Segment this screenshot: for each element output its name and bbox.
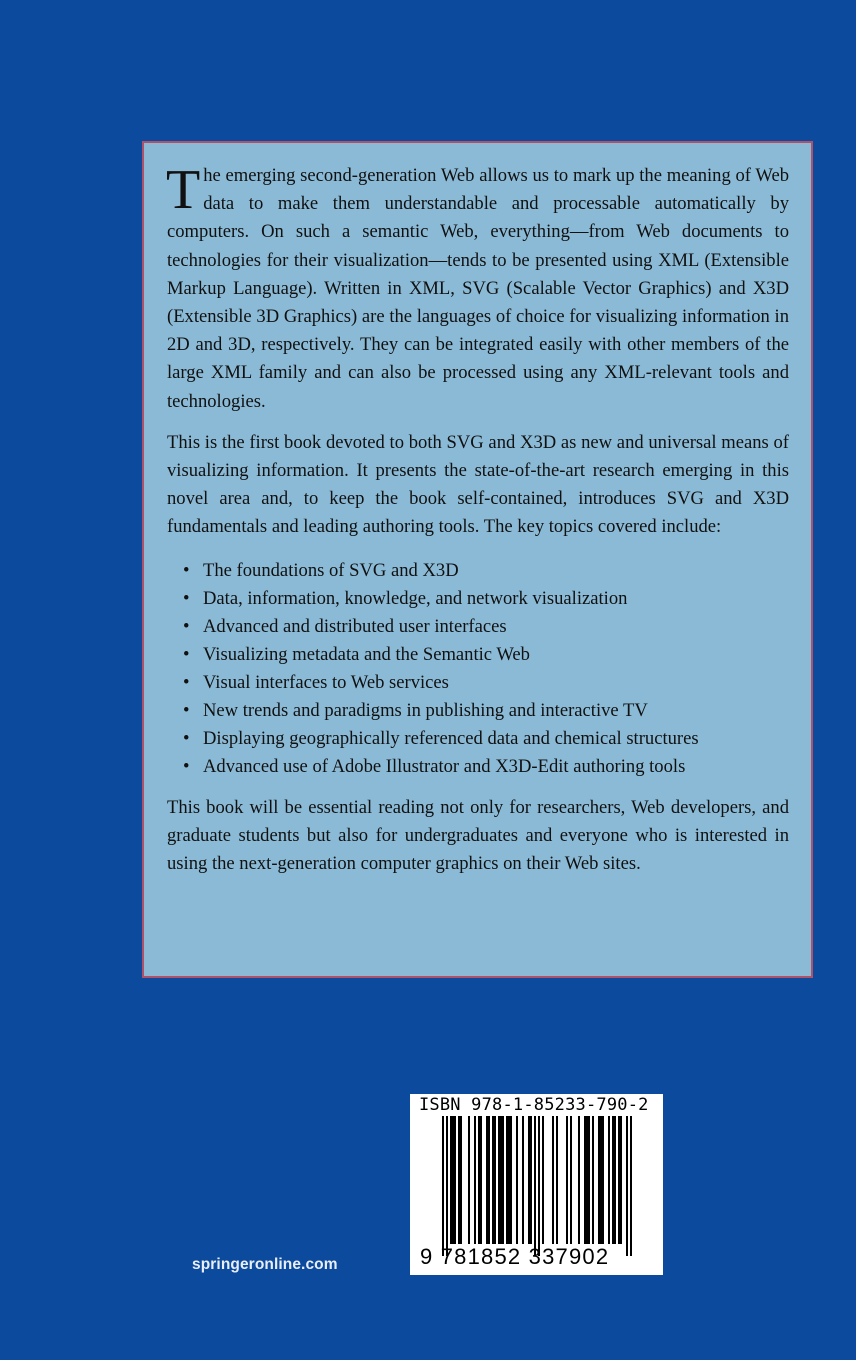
list-item [183,613,789,641]
publisher-website: springeronline.com [192,1256,338,1273]
barcode-bar [510,1116,512,1244]
intro-text: he emerging second-generation Web allows us to mark up the meaning of Web data to make them understandable and processable automatically by computers. On such a semantic Web, everything—from Web documents to technologies for their visualization—tends to be presented using XML (Extensible Markup Language). Written in XML, SVG (Scalable Vector Graphics) and X3D (Extensible 3D Graphics) are the languages of choice for visualizing information in 2D and 3D, respectively. They can be integrated easily with other members of the large XML family and can also be processed using any XML-relevant tools and technologies. [167,165,789,412]
barcode-bar [584,1116,586,1244]
bullet-icon: • [183,643,190,665]
barcode-bar [474,1116,476,1244]
barcode-bar [480,1116,482,1244]
isbn-barcode [410,1094,663,1275]
barcode-bar [614,1116,616,1244]
bullet-icon: • [183,587,190,609]
bullet-icon: • [183,671,190,693]
barcode-bar [458,1116,460,1244]
blurb-panel [142,141,813,978]
barcode-bar [530,1116,532,1244]
list-item [183,697,789,725]
barcode-bar [618,1116,620,1244]
barcode-bar [468,1116,470,1244]
barcode-bar [602,1116,604,1244]
barcode-bar [612,1116,614,1244]
barcode-bar [542,1116,544,1244]
closing-paragraph: This book will be essential reading not only for researchers, Web developers, and graduate students but also for undergraduates and everyone who is interested in using the next-generation computer graphics on their Web sites. [167,796,789,875]
bullet-icon: • [183,699,190,721]
list-item-text: Displaying geographically referenced data and chemical structures [203,727,699,749]
barcode-bar [534,1116,536,1256]
list-item [183,725,789,753]
bullet-icon: • [183,615,190,637]
barcode-bar [592,1116,594,1244]
list-item [183,641,789,669]
barcode-bar [494,1116,496,1244]
barcode-bar [538,1116,540,1256]
barcode-bar [492,1116,494,1244]
barcode-bar [626,1116,628,1256]
barcode-digits: 9 781852 337902 [420,1244,610,1269]
barcode-bar [478,1116,480,1244]
barcode-bar [608,1116,610,1244]
barcode-bar [620,1116,622,1244]
barcode-bar [506,1116,508,1244]
barcode-bar [486,1116,488,1244]
bullet-icon: • [183,559,190,581]
barcode-bar [452,1116,454,1244]
bullet-icon: • [183,755,190,777]
second-paragraph: This is the first book devoted to both SVG and X3D as new and universal means of visualizing information. It presents the state-of-the-art research emerging in this novel area and, to keep the book self-contained, introduces SVG and X3D fundamentals and leading authoring tools. The key topics covered include: [167,431,789,538]
list-item-text: Advanced use of Adobe Illustrator and X3D-Edit authoring tools [203,755,686,777]
list-item [183,753,789,781]
barcode-bar [488,1116,490,1244]
barcode-bar [566,1116,568,1244]
list-item-text: Visualizing metadata and the Semantic Web [203,643,530,665]
list-item-text: Advanced and distributed user interfaces [203,615,507,637]
barcode-bar [556,1116,558,1244]
barcode-bar [460,1116,462,1244]
barcode-bar [630,1116,632,1256]
list-item [183,557,789,585]
barcode-bar [522,1116,524,1244]
barcode-bar [516,1116,518,1244]
list-item-text: New trends and paradigms in publishing and interactive TV [203,699,648,721]
dropcap: T [166,159,201,221]
barcode-bar [502,1116,504,1244]
barcode-bar [508,1116,510,1244]
topic-list [167,557,789,781]
list-item [183,585,789,613]
barcode-bar [454,1116,456,1244]
list-item-text: The foundations of SVG and X3D [203,559,459,581]
barcode-bar [600,1116,602,1244]
list-item-text: Visual interfaces to Web services [203,671,449,693]
barcode-bar [498,1116,500,1244]
barcode-bar [588,1116,590,1244]
isbn-label: ISBN 978-1-85233-790-2 [419,1095,649,1115]
barcode-bar [586,1116,588,1244]
barcode-bar [442,1116,444,1256]
barcode-bar [598,1116,600,1244]
list-item-text: Data, information, knowledge, and network visualization [203,587,628,609]
barcode-bar [578,1116,580,1244]
barcode-bar [446,1116,448,1256]
barcode-bar [570,1116,572,1244]
barcode-bar [500,1116,502,1244]
barcode-bar [528,1116,530,1244]
intro-paragraph [166,159,789,416]
barcode-bar [450,1116,452,1244]
bullet-icon: • [183,727,190,749]
barcode-bar [552,1116,554,1244]
list-item [183,669,789,697]
